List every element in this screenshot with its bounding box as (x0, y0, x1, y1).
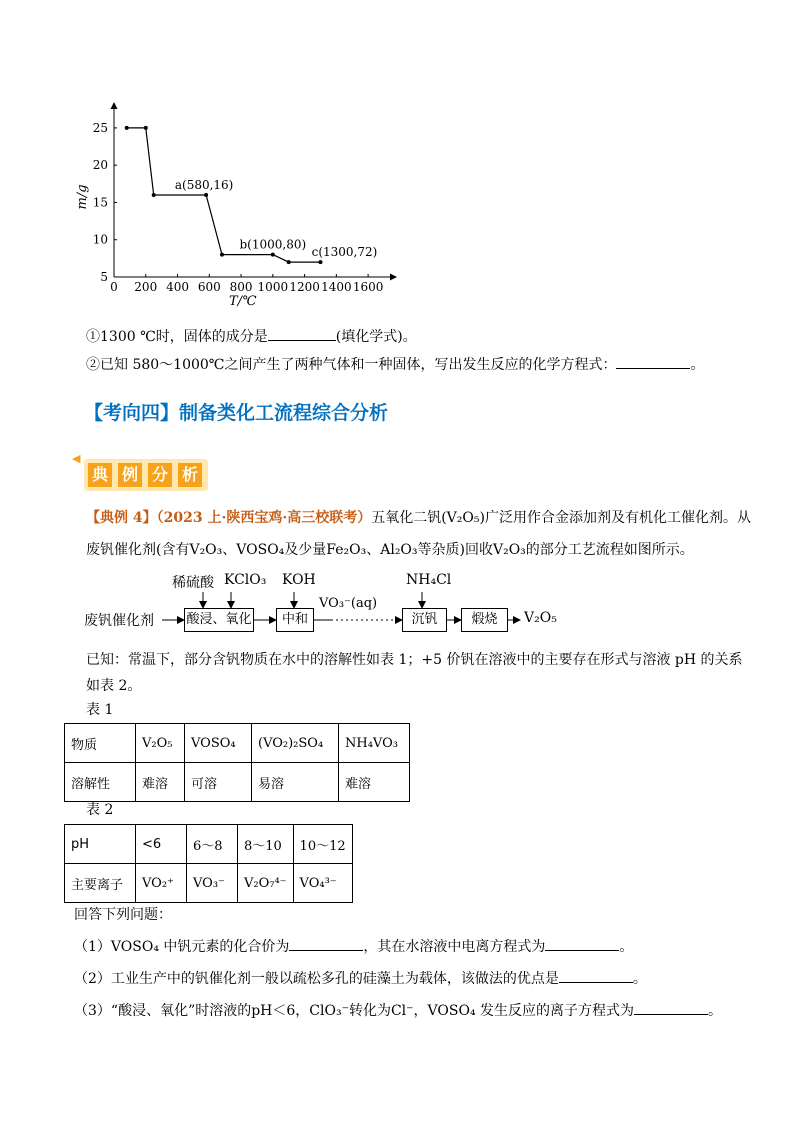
answer-blank (616, 354, 690, 369)
table-cell: 10～12 (293, 825, 352, 864)
answer-blank (268, 326, 336, 341)
x-tick-label: 200 (134, 280, 158, 294)
x-tick-label: 400 (166, 280, 189, 294)
example-line-1: 【典例 4】（2023 上·陕西宝鸡·高三校联考）五氧化二钒(V₂O₅)广泛用作合金添加剂及有机化工催化剂。从 (86, 510, 751, 526)
data-point (271, 253, 275, 257)
table-cell: 难溶 (136, 763, 185, 802)
process-flow-diagram (86, 570, 726, 650)
banner-char: 例 (118, 463, 142, 487)
table-row (65, 825, 353, 864)
answer-intro: 回答下列问题： (74, 907, 172, 923)
banner-char: 析 (178, 463, 202, 487)
speaker-icon: ◀ (72, 452, 81, 465)
x-tick-label: 600 (197, 280, 221, 294)
x-tick-label: 1200 (289, 280, 320, 294)
question-1300: ①1300 ℃时，固体的成分是 (填化学式)。 (86, 326, 417, 347)
table-cell: 8～10 (238, 825, 294, 864)
table-cell: VO₄³⁻ (293, 864, 352, 903)
mass-temperature-chart (70, 95, 400, 325)
data-point (318, 260, 322, 264)
data-point (287, 260, 291, 264)
example-line-2: 废钒催化剂(含有V₂O₃、VOSO₄及少量Fe₂O₃、Al₂O₃等杂质)回收V₂O₃的部分工艺流程如图所示。 (86, 542, 694, 558)
solubility-table (64, 723, 410, 802)
reagent-koh: KOH (282, 572, 316, 588)
x-tick-label: 1000 (257, 280, 289, 294)
table-row (65, 763, 410, 802)
known-line-2: 如表 2。 (86, 678, 142, 694)
x-tick-label: 800 (229, 280, 253, 294)
table1-caption: 表 1 (86, 702, 114, 718)
question-1: （1）VOSO₄ 中钒元素的化合价为 ，其在水溶液中电离方程式为 。 (74, 936, 633, 957)
intermediate-vo3: VO₃⁻(aq) (319, 596, 378, 611)
data-point (144, 126, 148, 130)
flow-product: V₂O₅ (524, 610, 557, 626)
y-tick-label: 25 (92, 120, 108, 135)
answer-blank (634, 1000, 708, 1015)
point-annotation: a(580,16) (174, 178, 234, 192)
x-tick-label: 1400 (321, 280, 352, 294)
y-tick-label: 20 (92, 158, 108, 173)
table-row (65, 864, 353, 903)
step-vanadium-precipitation: 沉钒 (402, 608, 447, 632)
table-cell: V₂O₇⁴⁻ (238, 864, 294, 903)
reagent-kclo3: KClO₃ (224, 572, 267, 588)
data-point (204, 193, 208, 197)
x-tick-label: 0 (110, 280, 118, 294)
example-analysis-banner (84, 459, 208, 491)
banner-char: 分 (148, 463, 172, 487)
table-cell: 可溶 (185, 763, 252, 802)
data-point (125, 126, 129, 130)
question-2: （2）工业生产中的钒催化剂一般以疏松多孔的硅藻土为载体，该做法的优点是 。 (74, 968, 647, 989)
answer-blank (545, 936, 619, 951)
x-axis-label: T/℃ (229, 294, 257, 309)
answer-blank (289, 936, 363, 951)
table-cell: VO₃⁻ (187, 864, 238, 903)
table-cell: <6 (136, 825, 187, 864)
banner-char: 典 (88, 463, 112, 487)
table-cell: 主要离子 (65, 864, 136, 903)
known-line-1: 已知：常温下，部分含钒物质在水中的溶解性如表 1；+5 价钒在溶液中的主要存在形式与溶液 pH 的关系 (86, 652, 743, 668)
table-cell: (VO₂)₂SO₄ (252, 724, 339, 763)
table-cell: VOSO₄ (185, 724, 252, 763)
point-annotation: b(1000,80) (239, 237, 307, 252)
table-cell: 易溶 (252, 763, 339, 802)
reagent-nh4cl: NH₄Cl (406, 572, 452, 588)
table-cell: 难溶 (339, 763, 410, 802)
example-label: 【典例 4】（2023 上·陕西宝鸡·高三校联考） (86, 510, 372, 526)
table-cell: NH₄VO₃ (339, 724, 410, 763)
table-row (65, 724, 410, 763)
step-calcination: 煅烧 (461, 608, 508, 632)
table-cell: 溶解性 (65, 763, 136, 802)
flow-start: 废钒催化剂 (84, 613, 154, 629)
y-tick-label: 10 (92, 232, 108, 247)
table-cell: V₂O₅ (136, 724, 185, 763)
question-3: （3）“酸浸、氧化”时溶液的pH＜6，ClO₃⁻转化为Cl⁻，VOSO₄ 发生反应的离子方程式为 。 (74, 1000, 722, 1021)
table-cell: 6～8 (187, 825, 238, 864)
point-annotation: c(1300,72) (311, 245, 378, 260)
table-cell: pH (65, 825, 136, 864)
y-tick-label: 5 (100, 270, 108, 284)
data-point (220, 253, 224, 257)
step-neutralize: 中和 (276, 608, 314, 632)
table-cell: 物质 (65, 724, 136, 763)
y-axis-label: m/g (75, 184, 90, 210)
question-580-1000: ②已知 580～1000℃之间产生了两种气体和一种固体，写出发生反应的化学方程式： 。 (86, 354, 704, 375)
step-acid-leach: 酸浸、氧化 (184, 608, 254, 632)
table2-caption: 表 2 (86, 802, 114, 818)
y-tick-label: 15 (92, 195, 108, 210)
reagent-sulfuric-acid: 稀硫酸 (172, 575, 214, 591)
section-heading: 【考向四】制备类化工流程综合分析 (84, 402, 389, 424)
data-point (152, 193, 156, 197)
ph-ion-table (64, 824, 353, 903)
x-tick-label: 1600 (352, 280, 384, 294)
answer-blank (559, 968, 633, 983)
table-cell: VO₂⁺ (136, 864, 187, 903)
